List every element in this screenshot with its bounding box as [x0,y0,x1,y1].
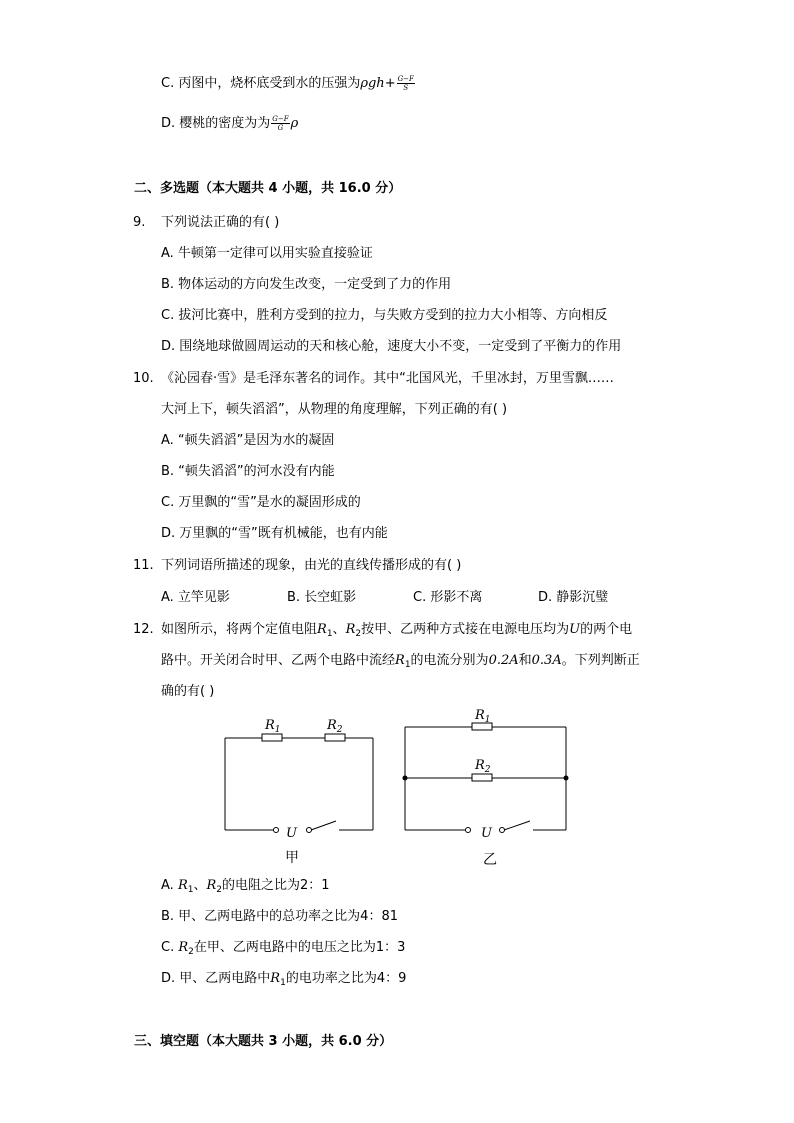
subscript: 1 [187,885,194,895]
q12-stem-line1 [161,621,632,643]
resistor-symbol: R [317,622,327,637]
resistor-r2 [472,774,492,781]
q12-option-d [161,970,406,992]
label-r2 [474,758,491,775]
section-title: 二、多选题（本大题共 4 小题，共 16.0 分） [134,181,402,196]
q10-stem-line2: 大河上下，顿失滔滔”，从物理的角度理解，下列正确的有( ) [161,402,508,417]
option-text: C. 丙图中，烧杯底受到水的压强为 [161,76,361,91]
resistor-r2 [325,734,345,741]
q11-number: 11. [133,558,154,573]
junction-dot [564,776,569,781]
terminal [274,828,279,833]
text: 的电功率之比为4：9 [285,971,407,986]
q11-stem: 下列词语所描述的现象，由光的直线传播形成的有( ) [161,558,462,573]
fraction [397,75,415,92]
subscript: 2 [355,629,362,639]
numerator: G−F [397,75,414,83]
label-sub: 2 [336,725,343,735]
junction-dot [403,776,408,781]
label-u: U [481,826,492,841]
switch-blade [504,821,530,830]
text: D. 甲、乙两电路中 [161,971,271,986]
q9-number: 9. [133,215,146,230]
terminal [466,828,471,833]
label-text: R [475,758,485,773]
q9-option-b: B. 物体运动的方向发生改变，一定受到了力的作用 [161,277,452,292]
denominator: G [277,124,284,132]
parallel-circuit-diagram [405,723,566,833]
switch-terminal [307,828,312,833]
q12-option-b: B. 甲、乙两电路中的总功率之比为4：81 [161,909,398,924]
q12-number: 12. [133,622,154,637]
fraction [271,115,289,132]
text: 的电阻之比为2：1 [222,878,330,893]
q12-stem-line3: 确的有( ) [161,684,215,699]
option-c-prev [161,75,416,93]
q10-option-d: D. 万里飘的“雪”既有机械能，也有内能 [161,526,388,541]
option-text: D. 樱桃的密度为为 [161,116,271,131]
q10-option-a: A. “顿失滔滔”是因为水的凝固 [161,433,335,448]
q11-option-d: D. 静影沉璧 [538,590,609,605]
rho-symbol: ρ [290,116,299,131]
label-sub: 1 [274,725,281,735]
caption-jia: 甲 [285,850,299,866]
q9-option-c: C. 拔河比赛中，胜利方受到的拉力，与失败方受到的拉力大小相等、方向相反 [161,308,608,323]
switch-terminal [500,828,505,833]
text: 、 [193,878,207,893]
denominator: S [403,84,409,92]
resistor-symbol: R [270,971,281,986]
q11-option-a: A. 立竿见影 [161,590,230,605]
resistor-r1 [262,734,282,741]
resistor-symbol: R [395,653,405,668]
text: C. [161,940,179,955]
text: 路中。开关闭合时甲、乙两个电路中流经 [161,653,396,668]
q10-option-b: B. “顿失滔滔”的河水没有内能 [161,464,335,479]
text: 按甲、乙两种方式接在电源电压均为 [361,622,570,637]
text: 、 [332,622,346,637]
label-text: R [475,708,485,723]
resistor-symbol: R [206,878,217,893]
q9-stem: 下列说法正确的有( ) [161,215,280,230]
q10-option-c: C. 万里飘的“雪”是水的凝固形成的 [161,495,361,510]
series-circuit-diagram [225,734,373,833]
q9-option-a: A. 牛顿第一定律可以用实验直接验证 [161,246,373,261]
q12-option-c [161,939,405,961]
switch-blade [311,821,336,830]
q12-stem-line2 [161,652,640,674]
subscript: 1 [326,629,333,639]
label-r2 [326,718,343,735]
circuit-figures [0,700,794,880]
plus-sign: + [384,76,396,91]
text: 的两个电 [580,622,633,637]
q11-option-b: B. 长空虹影 [287,590,357,605]
resistor-symbol: R [178,940,189,955]
q10-stem-line1: 《沁园春·雪》是毛泽东著名的词作。其中“北国风光，千里冰封，万里雪飘…… [161,371,614,386]
current-value: 0.2A [488,653,519,668]
subscript: 1 [280,978,286,988]
q11-option-c: C. 形影不离 [413,590,483,605]
formula: ρgh [360,76,385,91]
text: A. [161,878,178,893]
resistor-symbol: R [177,878,188,893]
q10-number: 10. [133,371,154,386]
subscript: 1 [404,660,411,670]
section-title: 三、填空题（本大题共 3 小题，共 6.0 分） [134,1034,393,1049]
q12-option-a [161,877,330,899]
label-u: U [286,826,297,841]
option-d-prev [161,115,298,133]
label-text: R [327,718,337,733]
caption-yi: 乙 [483,852,497,868]
label-r1 [474,708,491,725]
text: 。下列判断正 [561,653,640,668]
voltage-symbol: U [569,622,581,637]
text: 的电流分别为 [410,653,489,668]
resistor-symbol: R [345,622,356,637]
q9-option-d: D. 围绕地球做圆周运动的天和核心舱，速度大小不变，一定受到了平衡力的作用 [161,339,622,354]
label-sub: 2 [484,765,491,775]
text: 和 [518,653,532,668]
text: 如图所示，将两个定值电阻 [161,622,318,637]
label-text: R [265,718,275,733]
text: 在甲、乙两电路中的电压之比为1：3 [193,940,406,955]
label-sub: 1 [484,715,491,725]
numerator: G−F [272,115,289,123]
subscript: 2 [216,885,223,895]
current-value: 0.3A [531,653,562,668]
label-r1 [264,718,281,735]
subscript: 2 [188,947,194,957]
